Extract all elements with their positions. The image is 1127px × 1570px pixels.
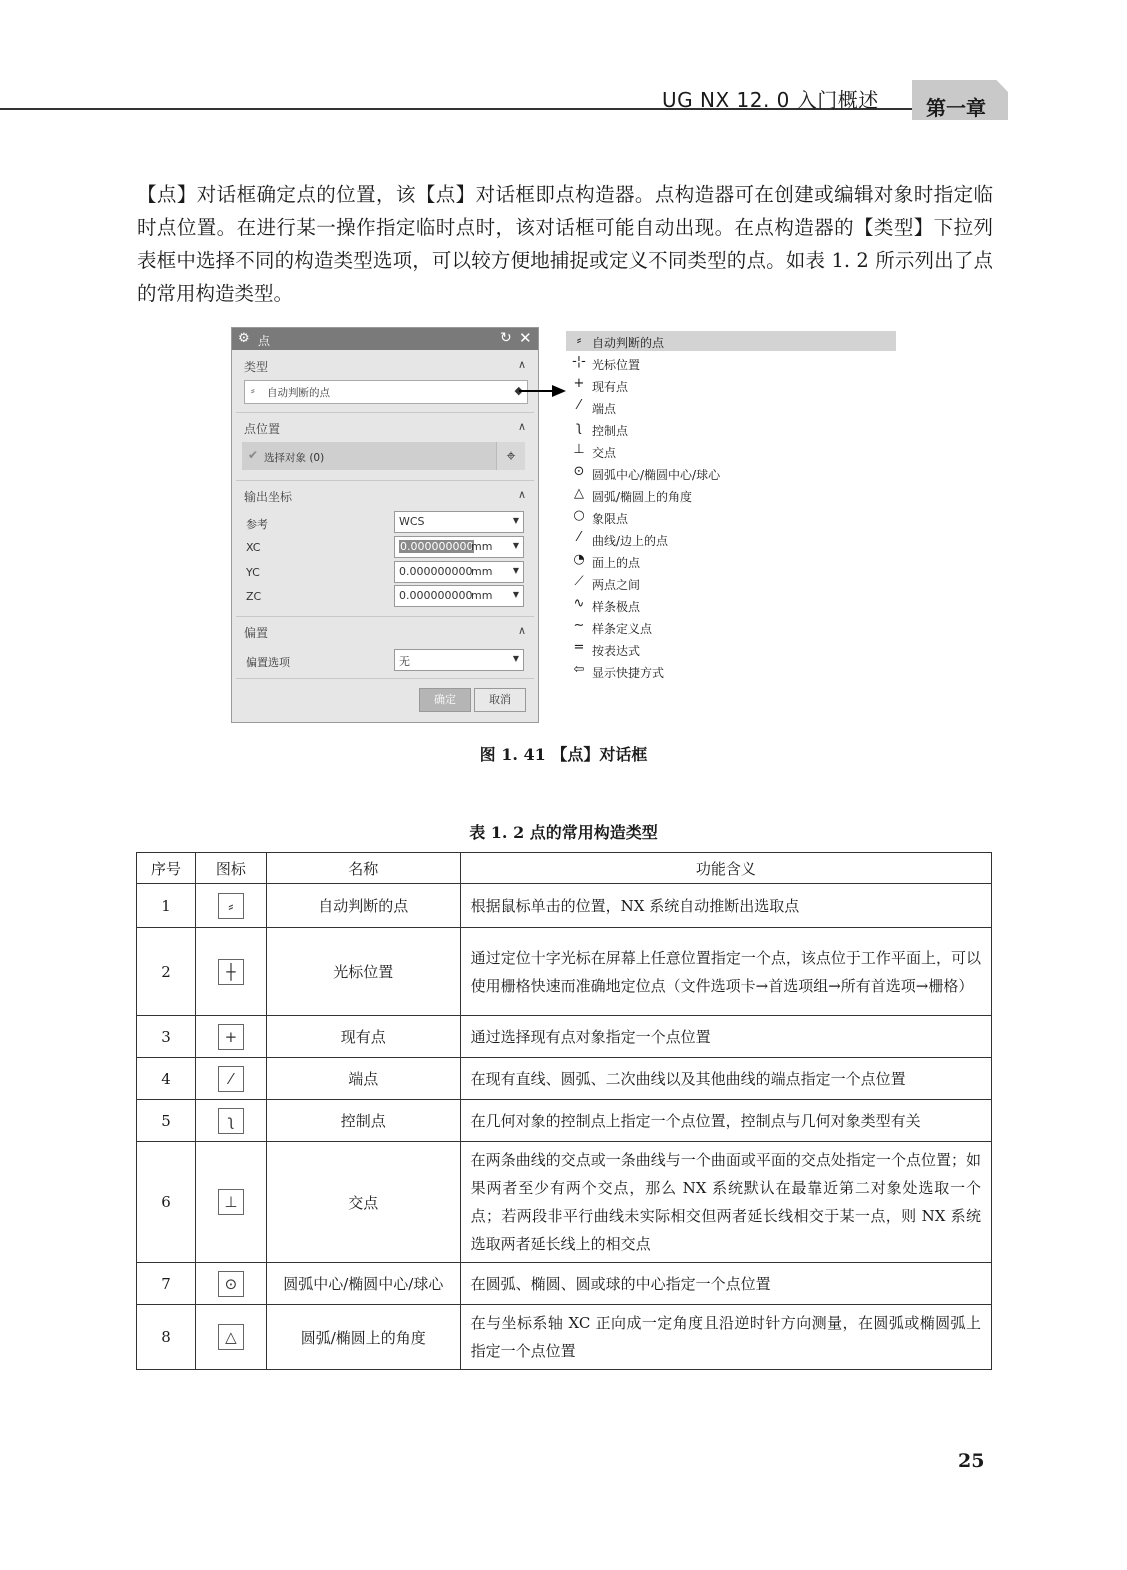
dropdown-arrow-icon: ▼	[512, 590, 519, 599]
divider	[236, 616, 534, 617]
dropdown-diamond-icon: ◆	[514, 384, 523, 397]
gear-icon[interactable]: ⚙	[238, 331, 250, 346]
row-description: 通过定位十字光标在屏幕上任意位置指定一个点，该点位于工作平面上，可以使用栅格快速而准确地定位点（文件选项卡→首选项组→所有首选项→栅格）	[460, 928, 991, 1016]
list-item-label: 现有点	[592, 380, 629, 394]
row-description: 通过选择现有点对象指定一个点位置	[460, 1016, 991, 1058]
list-item-label: 曲线/边上的点	[592, 534, 669, 548]
row-number: 7	[137, 1263, 196, 1305]
point-on-face-icon: ◔	[573, 552, 585, 567]
row-description: 在与坐标系轴 XC 正向成一定角度且沿逆时针方向测量，在圆弧或椭圆弧上指定一个点位置	[460, 1305, 991, 1370]
existing-point-icon: +	[573, 376, 585, 391]
column-header: 图标	[195, 853, 266, 884]
list-item-label: 按表达式	[592, 644, 641, 658]
yc-label: YC	[246, 566, 260, 579]
list-item[interactable]	[566, 375, 896, 395]
offset-option-select[interactable]	[394, 649, 524, 671]
dialog-title: 点	[258, 334, 271, 348]
row-name: 圆弧中心/椭圆中心/球心	[266, 1263, 460, 1305]
reference-label: 参考	[246, 518, 268, 531]
chevron-up-icon[interactable]: ∧	[518, 488, 527, 501]
point-dialog	[231, 327, 539, 723]
table-row	[137, 1305, 992, 1370]
row-name: 交点	[266, 1142, 460, 1263]
list-item[interactable]	[566, 419, 896, 439]
table-row	[137, 1016, 992, 1058]
list-item-label: 两点之间	[592, 578, 641, 592]
running-header-title: UG NX 12. 0 入门概述	[662, 88, 879, 112]
list-item[interactable]	[566, 353, 896, 373]
list-item[interactable]	[566, 551, 896, 571]
chapter-label: 第一章	[926, 96, 986, 120]
table-row	[137, 884, 992, 928]
table-row	[137, 1058, 992, 1100]
row-number: 3	[137, 1016, 196, 1058]
row-number: 1	[137, 884, 196, 928]
row-number: 6	[137, 1142, 196, 1263]
row-name: 控制点	[266, 1100, 460, 1142]
between-points-icon: ⟋	[574, 574, 584, 589]
table-row	[137, 1142, 992, 1263]
chevron-up-icon[interactable]: ∧	[518, 624, 527, 637]
row-name: 光标位置	[266, 928, 460, 1016]
zc-input[interactable]	[394, 585, 524, 607]
list-item-label: 样条极点	[592, 600, 641, 614]
divider	[236, 480, 534, 481]
spline-defining-point-icon: ∼	[573, 618, 585, 633]
show-shortcuts-icon: ⇦	[573, 662, 585, 677]
list-item[interactable]	[566, 639, 896, 659]
chevron-up-icon[interactable]: ∧	[518, 420, 527, 433]
column-header: 功能含义	[460, 853, 991, 884]
row-number: 8	[137, 1305, 196, 1370]
yc-value: 0.000000000	[399, 565, 473, 578]
table-row	[137, 1263, 992, 1305]
list-item[interactable]	[566, 331, 896, 351]
list-item[interactable]	[566, 507, 896, 527]
list-item-label: 面上的点	[592, 556, 641, 570]
select-object-row[interactable]	[242, 442, 496, 470]
arc-angle-icon: △	[218, 1324, 244, 1350]
endpoint-icon: ⁄	[218, 1066, 244, 1092]
list-item[interactable]	[566, 573, 896, 593]
zc-label: ZC	[246, 590, 262, 603]
yc-unit: mm	[471, 565, 493, 578]
expression-icon: =	[573, 640, 585, 655]
type-section-label: 类型	[244, 360, 269, 374]
list-item[interactable]	[566, 485, 896, 505]
row-name: 现有点	[266, 1016, 460, 1058]
list-item[interactable]	[566, 661, 896, 681]
checkmark-icon: ✔	[248, 448, 259, 462]
type-dropdown[interactable]	[244, 380, 528, 404]
inferred-point-icon: ⸗	[251, 384, 255, 397]
dropdown-arrow-icon: ▼	[512, 516, 519, 525]
construction-types-table	[136, 852, 992, 1370]
endpoint-icon: ⁄	[577, 398, 581, 413]
list-item[interactable]	[566, 441, 896, 461]
list-item[interactable]	[566, 397, 896, 417]
list-item-label: 象限点	[592, 512, 629, 526]
row-number: 5	[137, 1100, 196, 1142]
row-description: 根据鼠标单击的位置，NX 系统自动推断出选取点	[460, 884, 991, 928]
intersection-icon: ⊥	[573, 442, 585, 457]
row-description: 在圆弧、椭圆、圆或球的中心指定一个点位置	[460, 1263, 991, 1305]
list-item-label: 样条定义点	[592, 622, 653, 636]
table-caption: 表 1. 2 点的常用构造类型	[469, 823, 658, 842]
list-item[interactable]	[566, 463, 896, 483]
intersection-icon: ⊥	[218, 1189, 244, 1215]
select-object-label: 选择对象 (0)	[264, 452, 325, 464]
dropdown-arrow-icon: ▼	[512, 541, 519, 550]
chevron-up-icon[interactable]: ∧	[518, 358, 527, 371]
table-header-row	[137, 853, 992, 884]
inferred-point-icon: ⸗	[576, 333, 582, 348]
offset-label: 偏置	[244, 626, 269, 640]
arc-center-icon: ⊙	[573, 464, 585, 479]
reset-icon[interactable]: ↻	[500, 330, 512, 346]
divider	[236, 678, 534, 679]
dropdown-arrow-icon: ▼	[512, 566, 519, 575]
list-item-label: 圆弧/椭圆上的角度	[592, 490, 693, 504]
row-name: 端点	[266, 1058, 460, 1100]
row-description: 在几何对象的控制点上指定一个点位置，控制点与几何对象类型有关	[460, 1100, 991, 1142]
xc-label: XC	[246, 541, 261, 554]
output-coords-label: 输出坐标	[244, 490, 293, 504]
list-item-label: 自动判断的点	[592, 336, 665, 350]
page-number: 25	[958, 1450, 985, 1472]
intro-paragraph: 【点】对话框确定点的位置，该【点】对话框即点构造器。点构造器可在创建或编辑对象时指定临时点位置。在进行某一操作指定临时点时，该对话框可能自动出现。在点构造器的【类型】下拉列表框中选择不同的构造类型选项，可以较方便地捕捉或定义不同类型的点。如表 1. 2 所示列出了点的常用构造类型。	[137, 183, 993, 305]
list-item-label: 端点	[592, 402, 617, 416]
list-item-label: 圆弧中心/椭圆中心/球心	[592, 468, 721, 482]
close-icon[interactable]: ✕	[519, 329, 532, 347]
list-item-label: 光标位置	[592, 358, 641, 372]
zc-value: 0.000000000	[399, 589, 473, 602]
xc-unit: mm	[471, 540, 493, 553]
arc-angle-icon: △	[574, 486, 584, 501]
cursor-location-icon: ┼	[218, 959, 244, 985]
list-item-label: 显示快捷方式	[592, 666, 665, 680]
point-dialog-crosshair-icon[interactable]: ⌖	[496, 442, 525, 470]
row-number: 4	[137, 1058, 196, 1100]
existing-point-icon: +	[218, 1024, 244, 1050]
figure-caption: 图 1. 41 【点】对话框	[479, 745, 648, 764]
offset-option-label: 偏置选项	[246, 656, 290, 669]
xc-value: 0.000000000	[400, 540, 474, 553]
row-name: 圆弧/椭圆上的角度	[266, 1305, 460, 1370]
point-location-label: 点位置	[244, 422, 281, 436]
list-item-label: 交点	[592, 446, 617, 460]
list-item[interactable]	[566, 529, 896, 549]
list-item[interactable]	[566, 595, 896, 615]
reference-select[interactable]	[394, 511, 524, 533]
row-number: 2	[137, 928, 196, 1016]
list-item-label: 控制点	[592, 424, 629, 438]
row-description: 在现有直线、圆弧、二次曲线以及其他曲线的端点指定一个点位置	[460, 1058, 991, 1100]
column-header: 序号	[137, 853, 196, 884]
type-dropdown-value: 自动判断的点	[267, 387, 330, 399]
yc-input[interactable]	[394, 561, 524, 583]
row-description: 在两条曲线的交点或一条曲线与一个曲面或平面的交点处指定一个点位置；如果两者至少有两个交点，那么 NX 系统默认在最靠近第二对象处选取一个点；若两段非平行曲线未实际相交但两者延长线相交于某一点，则 NX 系统选取两者延长线上的相交点	[460, 1142, 991, 1263]
zc-unit: mm	[471, 589, 493, 602]
column-header: 名称	[266, 853, 460, 884]
row-name: 自动判断的点	[266, 884, 460, 928]
ok-button[interactable]: 确定	[419, 688, 471, 712]
dialog-title-bar	[232, 328, 538, 350]
offset-option-value: 无	[399, 655, 410, 668]
quadrant-icon: ○	[573, 508, 585, 523]
control-point-icon: ʅ	[218, 1108, 244, 1134]
xc-input[interactable]	[394, 536, 524, 558]
control-point-icon: ʅ	[576, 420, 582, 435]
spline-pole-icon: ∿	[573, 596, 585, 611]
divider	[236, 412, 534, 413]
table-row	[137, 928, 992, 1016]
table-row	[137, 1100, 992, 1142]
list-item[interactable]	[566, 617, 896, 637]
reference-value: WCS	[399, 515, 425, 528]
inferred-point-icon: ⸗	[218, 893, 244, 919]
cancel-button[interactable]: 取消	[474, 688, 526, 712]
cursor-location-icon: -¦-	[572, 354, 586, 369]
point-on-curve-icon: ⁄	[577, 530, 581, 545]
arc-center-icon: ⊙	[218, 1271, 244, 1297]
dropdown-arrow-icon: ▼	[512, 654, 519, 663]
